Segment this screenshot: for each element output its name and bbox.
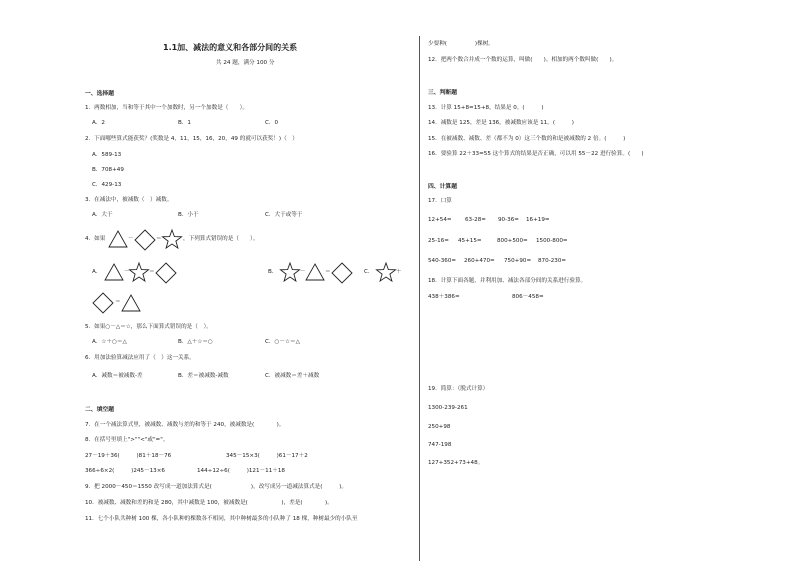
triangle-icon bbox=[104, 263, 124, 281]
q6-option-c: C．被减数＝差＋减数 bbox=[265, 373, 320, 379]
oral-calc-item: 63-28= bbox=[465, 217, 486, 223]
oral-calc-item: 870-230= bbox=[538, 258, 567, 264]
simplify-item: 250+98 bbox=[428, 424, 451, 430]
simplify-item: 127+352+73+48。 bbox=[428, 460, 484, 466]
q1-option-b: B．1 bbox=[178, 120, 191, 126]
simplify-item: 1300-239-261 bbox=[428, 405, 468, 411]
q18-text: 18．计算下面各题，并利用加、减法各部分间的关系进行验算。 bbox=[428, 278, 587, 284]
triangle-icon bbox=[305, 263, 325, 281]
section-heading-fill: 二、填空题 bbox=[85, 407, 114, 413]
q2-option-b: B．708+49 bbox=[92, 167, 124, 173]
q4-prefix: 4．如果 bbox=[85, 236, 106, 242]
q8-row2-left: 366÷6×2( )245－13×6 bbox=[85, 468, 165, 474]
diamond-icon bbox=[155, 262, 177, 284]
section-heading-judge: 三、判断题 bbox=[428, 90, 457, 96]
q12-text: 12．把两个数合并成一个数的运算，叫做( )。相加的两个数叫做( )。 bbox=[428, 57, 618, 63]
oral-calc-item: 25-16= bbox=[428, 238, 449, 244]
oral-calc-item: 45+15= bbox=[458, 238, 482, 244]
q4-option-a-minus: － bbox=[124, 269, 130, 275]
q3-option-a: A．大于 bbox=[92, 212, 113, 218]
q11-continued: 少要种( )棵树。 bbox=[428, 41, 494, 47]
q2-option-a: A．589-13 bbox=[92, 152, 122, 158]
q10-text: 10．被减数、减数和差的和是 280，其中减数是 100，被减数是( )，差是( )。 bbox=[85, 500, 333, 506]
star-icon bbox=[280, 262, 300, 282]
q17-text: 17．口算 bbox=[428, 198, 452, 204]
q4-option-a-equals: ＝ bbox=[149, 269, 155, 275]
column-divider bbox=[419, 36, 420, 561]
q8-row2-right: 144÷12÷6( )121－11＋18 bbox=[197, 468, 285, 474]
q11-text: 11．七个小队共种树 100 棵，各小队种的棵数各不相同，其中种树最多的小队种了 18 棵，种树最少的小队至 bbox=[85, 516, 358, 522]
star-icon bbox=[376, 262, 396, 282]
q13-text: 13．计算 15+8=15+8，结果是 0。( ) bbox=[428, 105, 544, 111]
q1-option-a: A．2 bbox=[92, 120, 105, 126]
triangle-icon bbox=[121, 294, 141, 312]
simplify-item: 747-198 bbox=[428, 442, 452, 448]
oral-calc-item: 1500-800= bbox=[536, 238, 568, 244]
diamond-icon bbox=[134, 229, 156, 251]
q1-text: 1．两数相加，当和等于其中一个加数时，另一个加数是（ ）。 bbox=[85, 105, 248, 111]
diamond-icon bbox=[331, 262, 353, 284]
q14-text: 14．减数是 125，差是 136，被减数应该是 11。( ) bbox=[428, 120, 574, 126]
diamond-icon bbox=[92, 292, 114, 314]
q3-option-c: C．大于或等于 bbox=[265, 212, 303, 218]
q19-text: 19．简算：（脱式计算） bbox=[428, 386, 489, 392]
section-heading-calc: 四、计算题 bbox=[428, 184, 457, 190]
q8-row1-left: 27－19＋36( )81＋18－76 bbox=[85, 453, 172, 459]
q4-option-a-label: A． bbox=[92, 269, 102, 275]
q5-option-c: C．○－☆＝△ bbox=[265, 339, 300, 345]
q3-option-b: B．小于 bbox=[178, 212, 199, 218]
oral-calc-item: 800+500= bbox=[497, 238, 528, 244]
oral-calc-item: 750+90= bbox=[504, 258, 532, 264]
oral-calc-item: 16+19= bbox=[526, 217, 550, 223]
q4-suffix: ，下列算式错误的是（ ）。 bbox=[183, 236, 259, 242]
q4-option-c-equals: ＝ bbox=[115, 299, 121, 305]
q15-text: 15．在被减数、减数、差（都不为 0）这三个数的和是被减数的 2 倍。( ) bbox=[428, 136, 626, 142]
q4-option-b-equals: ＝ bbox=[325, 269, 331, 275]
q8-text: 8．在括号里填上">""<"或"="。 bbox=[85, 437, 169, 443]
page-title: 1.1加、减法的意义和各部分间的关系 bbox=[163, 43, 298, 52]
oral-calc-item: 90-36= bbox=[498, 217, 519, 223]
page-subtitle: 共 24 题，满分 100 分 bbox=[216, 60, 275, 66]
q6-text: 6．用加法验算减法应用了（ ）这一关系。 bbox=[85, 355, 195, 361]
section-heading-choice: 一、选择题 bbox=[85, 91, 114, 97]
q7-text: 7．在一个减法算式里，被减数、减数与差的和等于 240，被减数是( )。 bbox=[85, 422, 285, 428]
q5-option-a: A．☆＋○＝△ bbox=[92, 339, 127, 345]
oral-calc-item: 540-360= bbox=[428, 258, 457, 264]
q4-option-b-label: B． bbox=[268, 269, 278, 275]
vertical-calc-item: 438＋386= bbox=[428, 294, 460, 300]
star-icon bbox=[129, 262, 149, 282]
q2-option-c: C．429-13 bbox=[92, 182, 122, 188]
triangle-icon bbox=[108, 230, 128, 248]
q5-option-b: B．△＋☆＝○ bbox=[178, 339, 213, 345]
q6-option-b: B．差＝被减数-减数 bbox=[178, 373, 229, 379]
q4-option-c-label: C． bbox=[364, 269, 374, 275]
q9-text: 9．把 2000－450＝1550 改写成一道加法算式是( )，改写成另一道减法算式是( )。 bbox=[85, 484, 347, 490]
oral-calc-item: 260+470= bbox=[464, 258, 495, 264]
vertical-calc-item: 806－458= bbox=[512, 294, 544, 300]
q2-text: 2．下面哪些算式能获奖？(奖数是 4，11，15，16，20，49 的就可以获奖！)（ ） bbox=[85, 136, 298, 142]
q1-option-c: C．0 bbox=[265, 120, 279, 126]
q3-text: 3．在减法中，被减数（ ）减数。 bbox=[85, 197, 173, 203]
q4-option-b-minus: － bbox=[300, 269, 306, 275]
q5-text: 5．如果○－△＝☆，那么下面算式错误的是（ ）。 bbox=[85, 324, 212, 330]
star-icon bbox=[162, 229, 182, 249]
q8-row1-right: 345－15×3( )61－17＋2 bbox=[226, 453, 308, 459]
q16-text: 16．要验算 22＋33=55 这个算式的结果是否正确，可以用 55－22 进行验算。( ) bbox=[428, 151, 644, 157]
q6-option-a: A．减数＝被减数-差 bbox=[92, 373, 143, 379]
q4-option-c-plus: ＋ bbox=[396, 269, 402, 275]
oral-calc-item: 12+54= bbox=[428, 217, 452, 223]
q4-equals: ＝ bbox=[156, 236, 162, 242]
q4-minus: － bbox=[128, 236, 134, 242]
